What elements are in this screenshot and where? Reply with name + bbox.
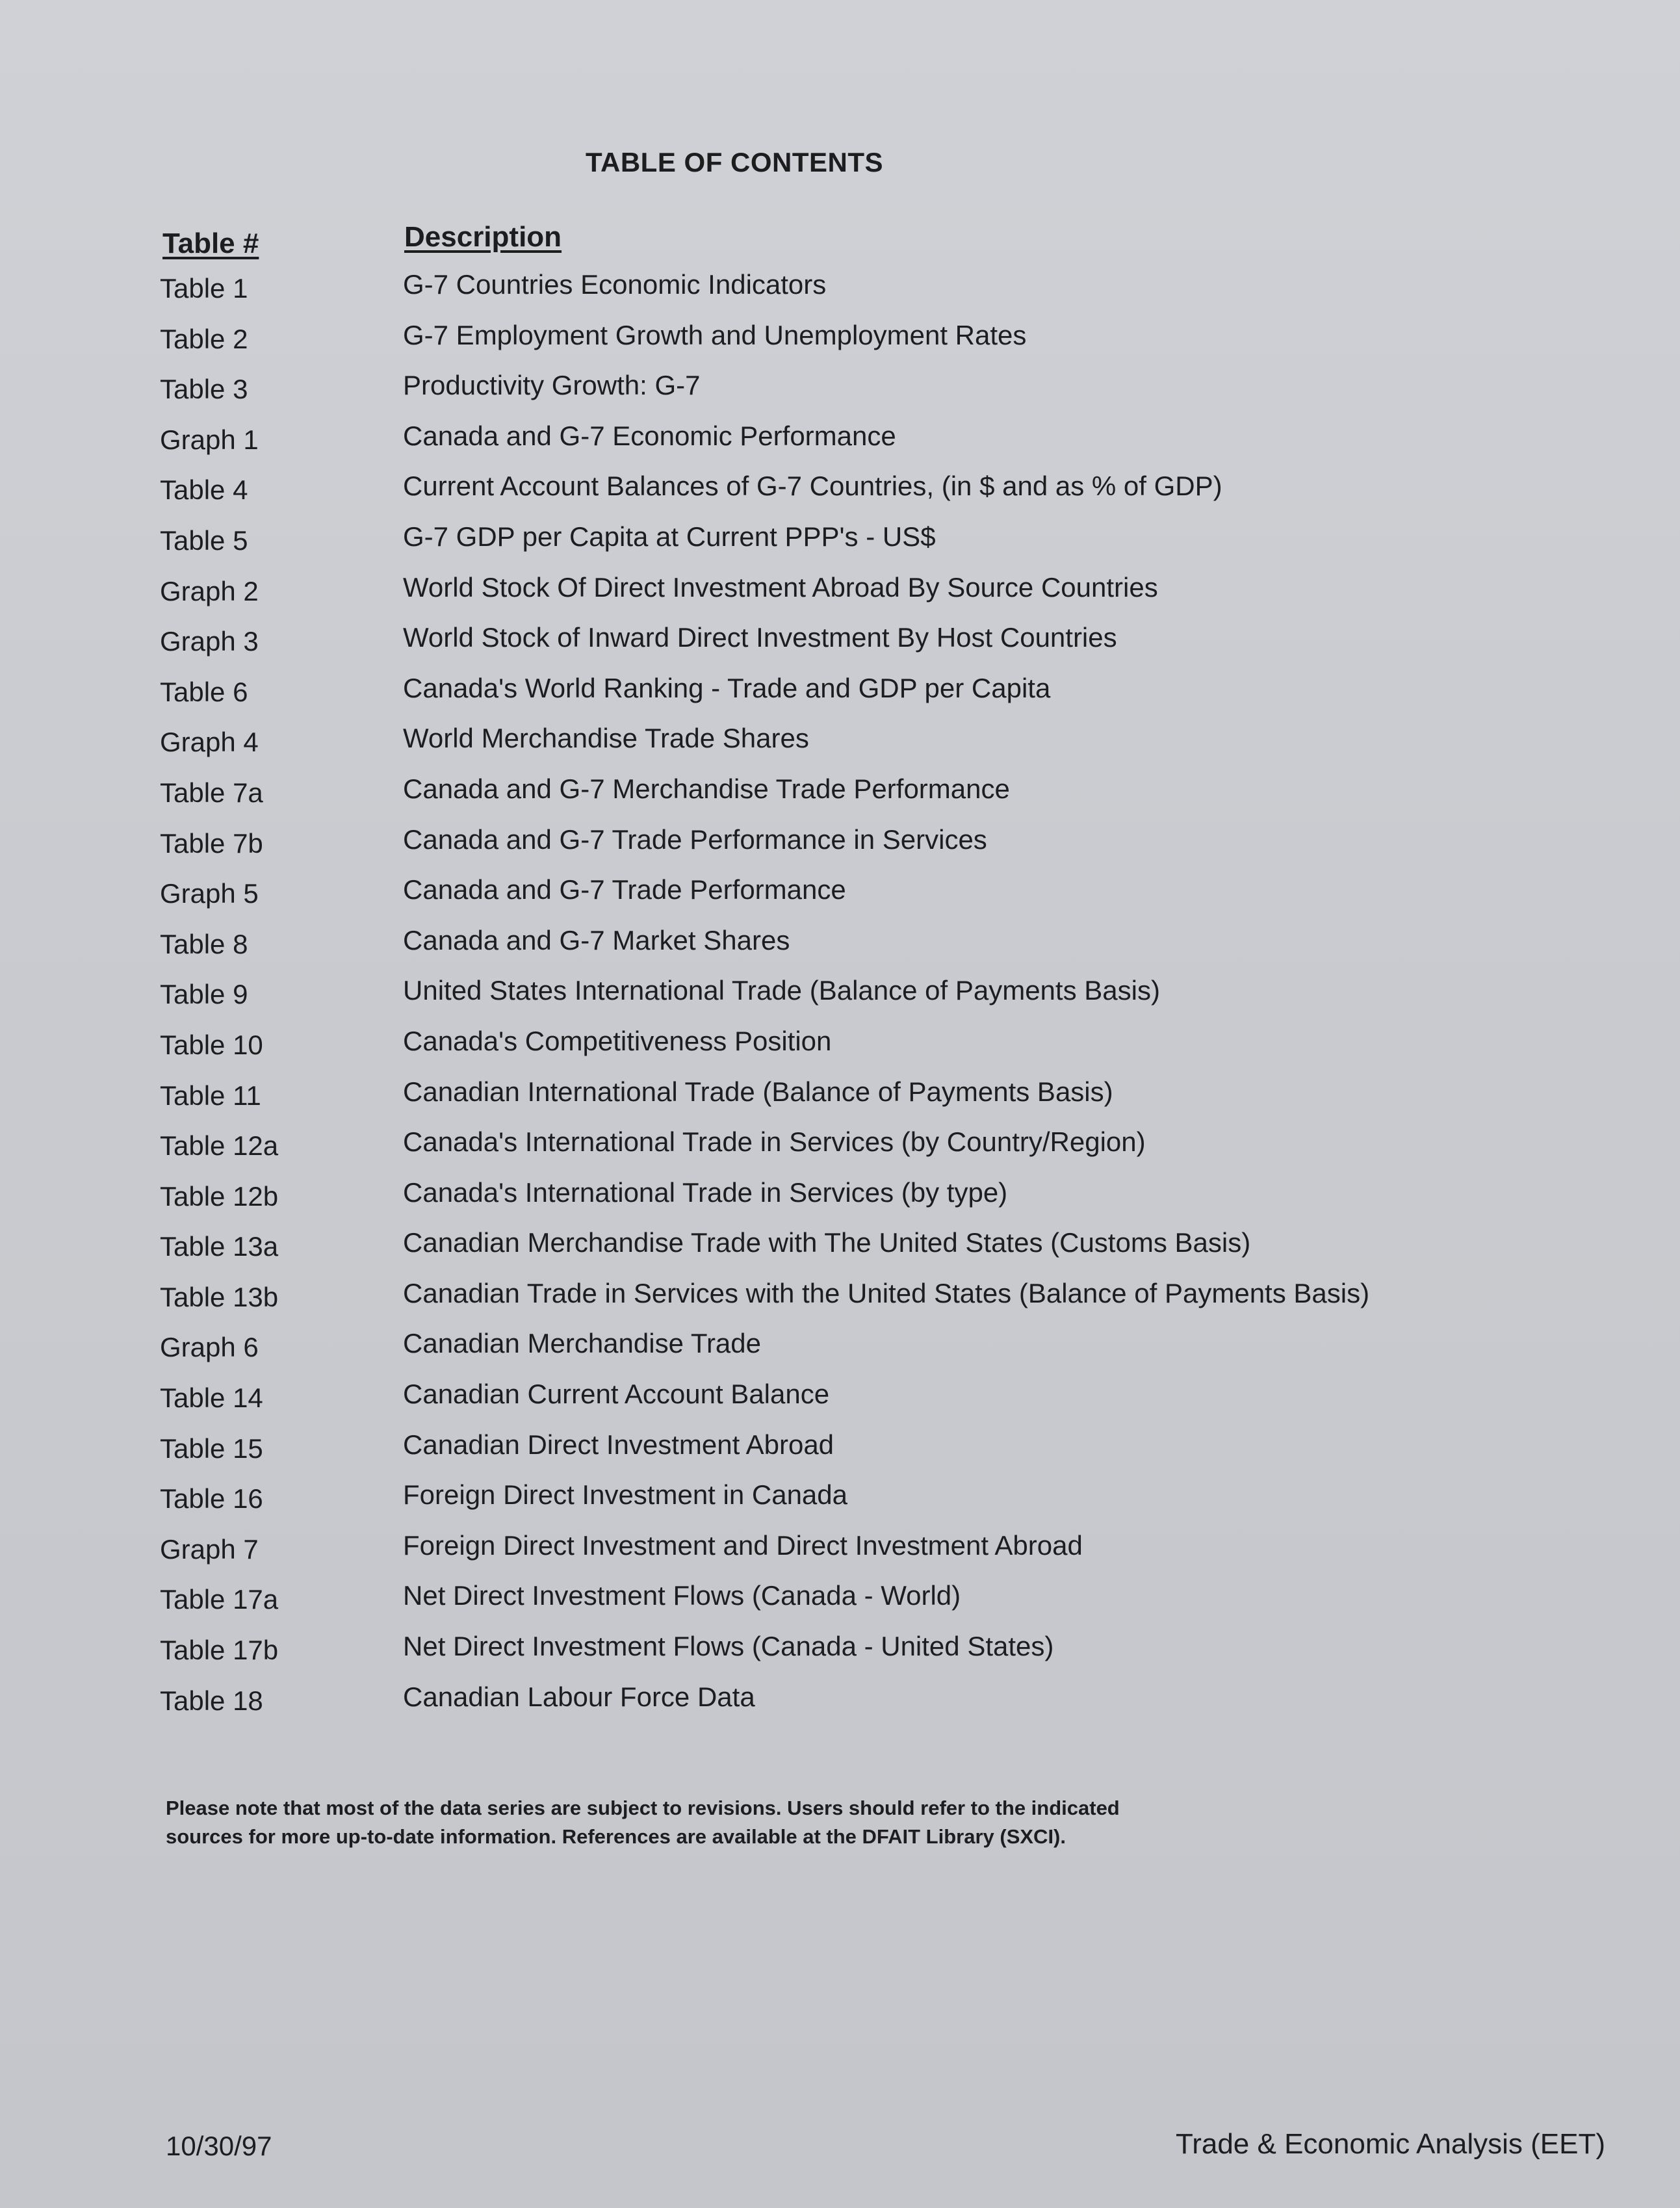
toc-entry-number: Table 12b — [160, 1180, 279, 1212]
toc-entry-description: Canadian Merchandise Trade — [403, 1328, 762, 1359]
toc-entry — [160, 1681, 1525, 1736]
toc-entry-description: Canadian Labour Force Data — [403, 1681, 755, 1712]
toc-entry — [160, 1025, 1525, 1080]
toc-entry-number: Table 18 — [160, 1685, 263, 1716]
toc-entry-description: G-7 Countries Economic Indicators — [403, 269, 827, 300]
toc-entry — [160, 874, 1525, 929]
toc-entry-number: Table 11 — [160, 1080, 261, 1111]
toc-entry — [160, 773, 1525, 828]
footer-department: Trade & Economic Analysis (EET) — [1175, 2128, 1605, 2160]
toc-entry-description: Canadian Merchandise Trade with The United States (Customs Basis) — [403, 1227, 1251, 1258]
toc-entry — [160, 1429, 1525, 1484]
toc-entry-description: Canada and G-7 Trade Performance in Services — [403, 824, 987, 855]
column-header-description: Description — [404, 221, 562, 253]
toc-entry-number: Table 17a — [160, 1584, 279, 1615]
toc-entry-description: Canada's International Trade in Services (by Country/Region) — [403, 1126, 1146, 1158]
toc-entry-description: World Stock Of Direct Investment Abroad By Source Countries — [403, 571, 1158, 603]
toc-entry — [160, 1328, 1525, 1383]
toc-entry-number: Table 17b — [160, 1635, 279, 1666]
toc-entry-number: Table 9 — [160, 979, 248, 1010]
toc-entry — [160, 1379, 1525, 1433]
toc-entry-number: Graph 2 — [160, 575, 259, 606]
toc-entry-description: Canada and G-7 Merchandise Trade Performance — [403, 773, 1010, 804]
toc-entry-description: Canada and G-7 Trade Performance — [403, 874, 846, 905]
toc-entry-number: Table 12a — [160, 1130, 279, 1162]
toc-entry — [160, 1580, 1525, 1635]
column-header-table-number: Table # — [162, 227, 259, 259]
toc-entry — [160, 824, 1525, 879]
toc-entry-description: Canada's World Ranking - Trade and GDP per Capita — [403, 672, 1051, 703]
toc-entry-number: Table 7b — [160, 827, 263, 859]
toc-entry-number: Table 13b — [160, 1281, 279, 1312]
toc-entry-number: Graph 1 — [160, 424, 259, 455]
toc-entry-description: Canadian Trade in Services with the United States (Balance of Payments Basis) — [403, 1277, 1370, 1308]
toc-entry-description: G-7 Employment Growth and Unemployment Rates — [403, 319, 1027, 350]
toc-entry-description: Canadian International Trade (Balance of Payments Basis) — [403, 1076, 1113, 1107]
toc-entry-number: Graph 3 — [160, 626, 259, 657]
toc-entry-description: Foreign Direct Investment in Canada — [403, 1479, 847, 1511]
toc-entry-description: Net Direct Investment Flows (Canada - World) — [403, 1580, 961, 1611]
toc-entry — [160, 1277, 1525, 1332]
toc-entry-number: Table 1 — [160, 273, 248, 304]
toc-entry — [160, 1126, 1525, 1181]
revision-note-line: sources for more up-to-date information. References are available at the DFAIT Library (SXCI). — [166, 1825, 1066, 1848]
toc-entry-description: Canada's International Trade in Services (by type) — [403, 1176, 1008, 1208]
toc-entry — [160, 1479, 1525, 1534]
toc-entry-number: Table 6 — [160, 676, 248, 707]
toc-entry-number: Graph 7 — [160, 1533, 259, 1565]
toc-entry — [160, 420, 1525, 475]
toc-entry-number: Table 7a — [160, 777, 263, 808]
toc-entry-description: World Merchandise Trade Shares — [403, 723, 809, 754]
toc-entry — [160, 924, 1525, 980]
toc-entry-number: Table 15 — [160, 1433, 263, 1464]
toc-entry-description: Foreign Direct Investment and Direct Investment Abroad — [403, 1529, 1083, 1561]
revision-note — [166, 1794, 1336, 1851]
toc-entry — [160, 471, 1525, 525]
toc-list — [160, 269, 1525, 1735]
toc-entry-description: Canadian Current Account Balance — [403, 1379, 830, 1410]
toc-entry — [160, 571, 1525, 627]
toc-entry — [160, 723, 1525, 777]
toc-entry-number: Graph 5 — [160, 878, 259, 909]
toc-entry-description: Canada and G-7 Market Shares — [403, 924, 790, 955]
toc-entry-description: Current Account Balances of G-7 Countries, (in $ and as % of GDP) — [403, 471, 1222, 502]
toc-entry-description: Canada's Competitiveness Position — [403, 1025, 832, 1056]
toc-entry-number: Table 4 — [160, 474, 248, 506]
page-title: TABLE OF CONTENTS — [585, 147, 884, 177]
revision-note-line: Please note that most of the data series are subject to revisions. Users should refer to the indicated — [166, 1797, 1120, 1819]
toc-entry-number: Table 13a — [160, 1231, 279, 1262]
toc-entry — [160, 319, 1525, 374]
toc-entry — [160, 370, 1525, 424]
toc-entry-description: Productivity Growth: G-7 — [403, 370, 701, 401]
toc-entry-number: Table 3 — [160, 374, 248, 405]
toc-entry-description: G-7 GDP per Capita at Current PPP's - US$ — [403, 521, 936, 552]
toc-entry-number: Table 16 — [160, 1483, 263, 1514]
toc-entry-number: Table 5 — [160, 525, 248, 556]
toc-entry-number: Table 14 — [160, 1383, 263, 1414]
toc-entry — [160, 521, 1525, 576]
toc-entry-description: Canada and G-7 Economic Performance — [403, 420, 896, 451]
toc-entry-description: United States International Trade (Balance of Payments Basis) — [403, 975, 1160, 1006]
toc-entry — [160, 1227, 1525, 1282]
footer-date: 10/30/97 — [166, 2131, 272, 2161]
toc-entry-description: World Stock of Inward Direct Investment By Host Countries — [403, 622, 1117, 653]
toc-entry-description: Canadian Direct Investment Abroad — [403, 1429, 834, 1460]
toc-entry-number: Table 8 — [160, 928, 248, 959]
toc-entry-number: Graph 4 — [160, 727, 259, 758]
toc-entry — [160, 975, 1525, 1030]
toc-entry-number: Table 2 — [160, 323, 248, 354]
toc-entry — [160, 269, 1525, 324]
toc-entry — [160, 1631, 1525, 1685]
toc-entry — [160, 1076, 1525, 1131]
toc-entry — [160, 622, 1525, 677]
toc-entry — [160, 672, 1525, 727]
toc-entry-number: Graph 6 — [160, 1332, 259, 1363]
toc-entry — [160, 1529, 1525, 1585]
toc-entry — [160, 1176, 1525, 1232]
toc-entry-description: Net Direct Investment Flows (Canada - United States) — [403, 1631, 1054, 1662]
toc-entry-number: Table 10 — [160, 1029, 263, 1060]
